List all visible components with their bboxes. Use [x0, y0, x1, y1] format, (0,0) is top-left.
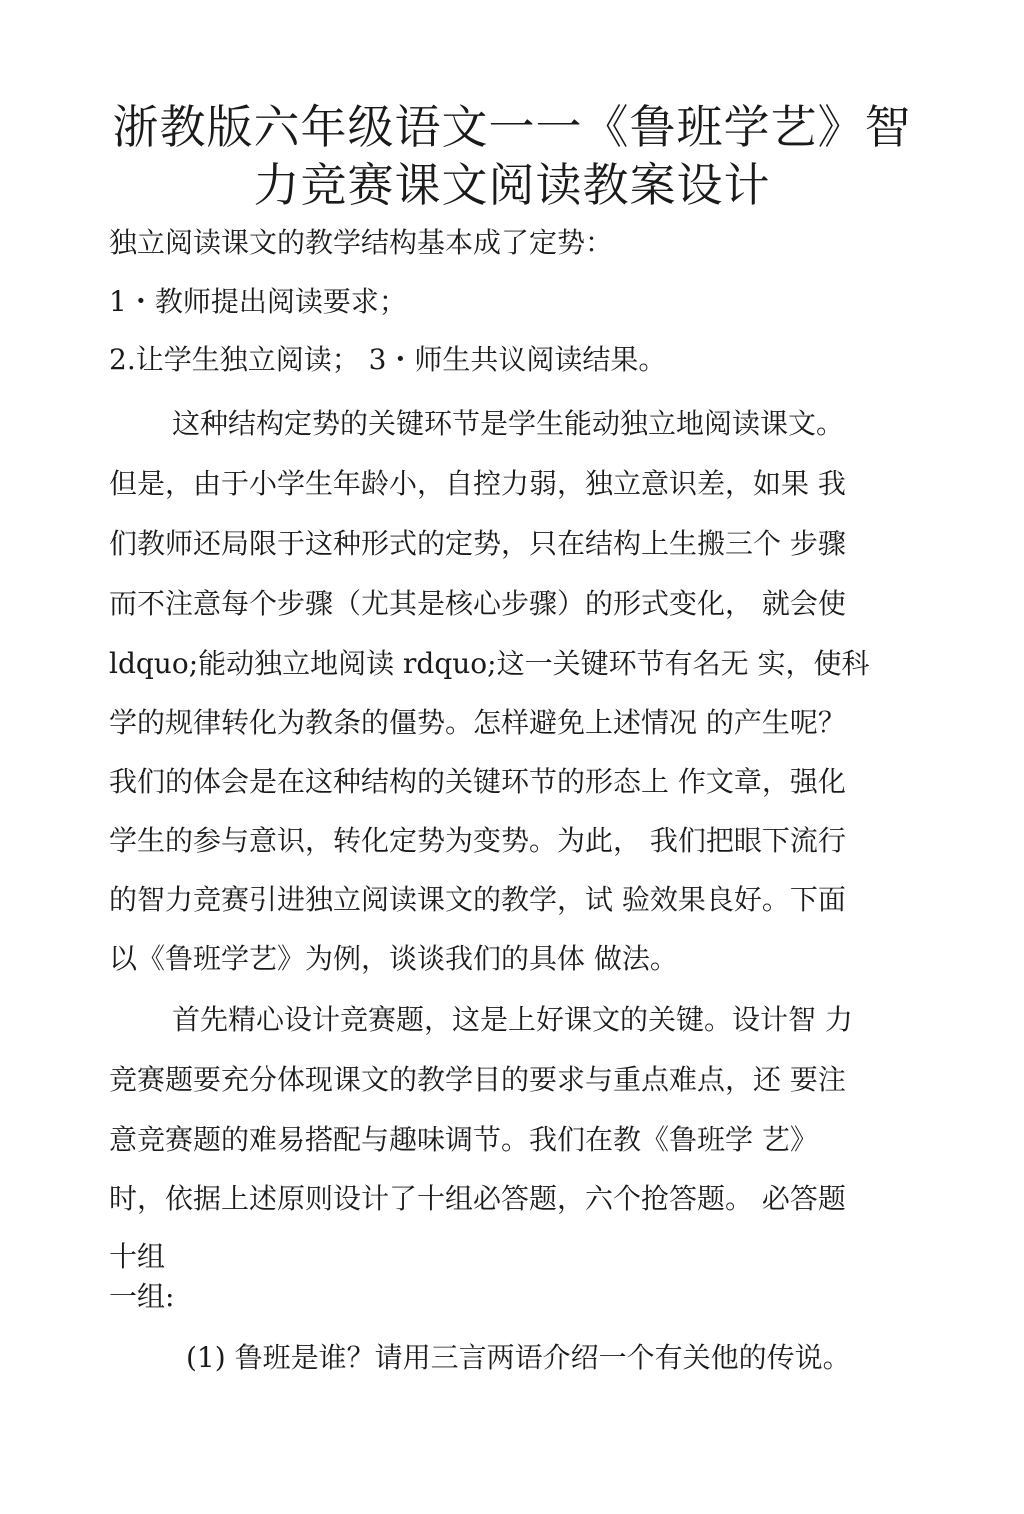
section-heading: 十组: [109, 1240, 166, 1273]
paragraph-line: 而不注意每个步骤（尤其是核心步骤）的形式变化， 就会使: [109, 587, 846, 620]
step-2-3-line: 2.让学生独立阅读； 3・师生共议阅读结果。: [109, 343, 667, 376]
paragraph-line: 这种结构定势的关键环节是学生能动独立地阅读课文。: [172, 407, 845, 440]
paragraph-line: 首先精心设计竞赛题，这是上好课文的关键。设计智 力: [172, 1003, 853, 1036]
paragraph-line: 意竞赛题的难易搭配与趣味调节。我们在教《鲁班学 艺》: [109, 1123, 818, 1156]
paragraph-line: 学生的参与意识，转化定势为变势。为此， 我们把眼下流行: [109, 824, 846, 857]
paragraph-line: 但是，由于小学生年龄小，自控力弱，独立意识差，如果 我: [109, 467, 846, 500]
step-1-line: 1・教师提出阅读要求；: [109, 285, 407, 318]
paragraph-line: ldquo;能动独立地阅读 rdquo;这一关键环节有名无 实，使科: [109, 647, 870, 680]
paragraph-line: 时，依据上述原则设计了十组必答题，六个抢答题。 必答题: [109, 1182, 846, 1215]
group-heading: 一组:: [109, 1280, 175, 1313]
paragraph-line: 竞赛题要充分体现课文的教学目的要求与重点难点，还 要注: [109, 1063, 846, 1096]
document-title-line-2: 力竞赛课文阅读教案设计: [253, 158, 771, 212]
paragraph-line: 的智力竞赛引进独立阅读课文的教学，试 验效果良好。下面: [109, 883, 846, 916]
intro-line: 独立阅读课文的教学结构基本成了定势：: [109, 226, 614, 259]
question-item: (1) 鲁班是谁？请用三言两语介绍一个有关他的传说。: [186, 1341, 851, 1374]
document-title-line-1: 浙教版六年级语文一一《鲁班学艺》智: [112, 100, 912, 154]
paragraph-line: 们教师还局限于这种形式的定势，只在结构上生搬三个 步骤: [109, 527, 846, 560]
paragraph-line: 以《鲁班学艺》为例，谈谈我们的具体 做法。: [109, 942, 678, 975]
paragraph-line: 学的规律转化为教条的僵势。怎样避免上述情况 的产生呢？: [109, 706, 846, 739]
paragraph-line: 我们的体会是在这种结构的关键环节的形态上 作文章，强化: [109, 765, 846, 798]
